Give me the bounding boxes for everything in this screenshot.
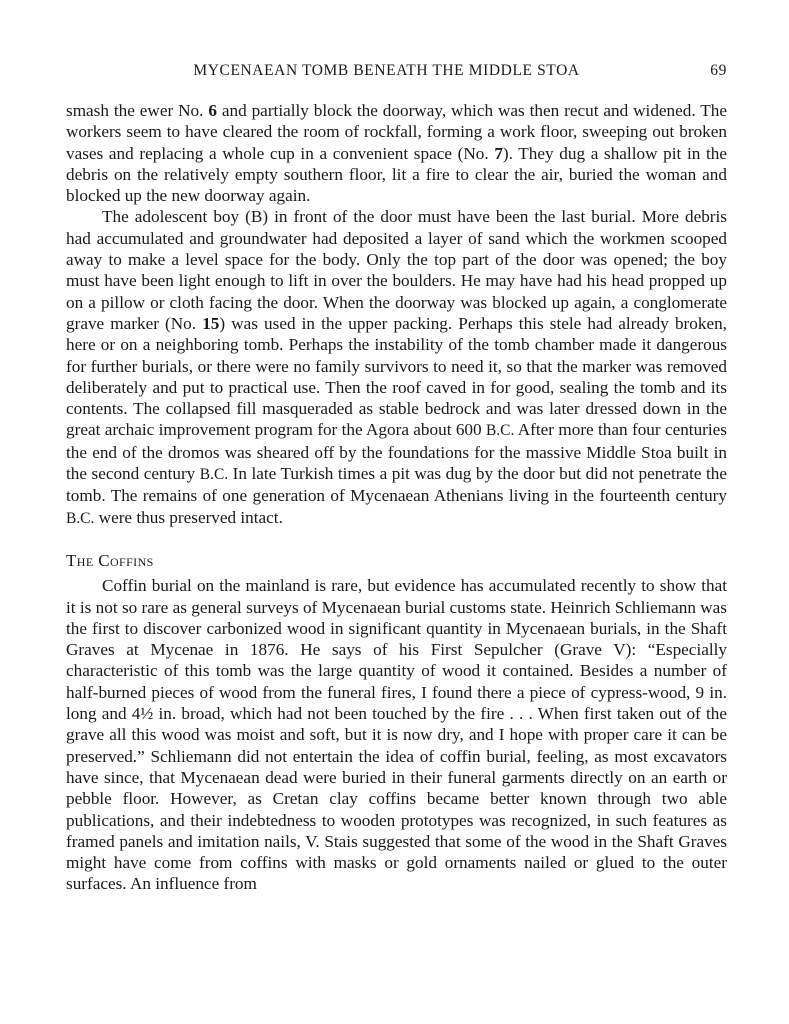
text-run: and partially block the doorway, which was then recut and widened. The workers seem to have cleared the room of rockfall, forming a work floor, sweeping out broken vases and replacing a whole cup in a convenient space (No.: [66, 101, 727, 163]
era-abbreviation: B.C.: [66, 509, 95, 527]
text-run: In late Turkish times a pit was dug by the door but did not penetrate the tomb. The remains of one generation of Mycenaean Athenians living in the fourteenth century: [66, 464, 727, 506]
body-text: [66, 100, 727, 895]
section-heading: The Coffins: [66, 550, 154, 570]
paragraph-coffins: Coffin burial on the mainland is rare, but evidence has accumulated recently to show that it is not so rare as general surveys of Mycenaean burial customs state. Heinrich Schliemann was the first to discover carbonized wood in significant quantity in Mycenaean burials, in the Shaft Graves at Mycenae in 1876. He says of his First Sepulcher (Grave V): “Especially characteristic of this tomb was the large quantity of wood it contained. Besides a number of half-burned pieces of wood from the funeral fires, I found there a piece of cypress-wood, 9 in. long and 4½ in. broad, which had not been touched by the fire . . . When first taken out of the grave all this wood was moist and soft, but it is now dry, and I hope with proper care it can be preserved.” Schliemann did not entertain the idea of coffin burial, feeling, as most excavators have since, that Mycenaean dead were buried in their funeral garments directly on an earth or pebble floor. However, as Cretan clay coffins became better known through two able publications, and their indebtedness to wooden prototypes was recognized, in such features as framed panels and imitation nails, V. Stais suggested that some of the wood in the Shaft Graves might have come from coffins with masks or gold ornaments nailed or glued to the outer surfaces. An influence from: [66, 576, 727, 894]
text-run: ) was used in the upper packing. Perhaps this stele had already broken, here or on a neighboring tomb. Perhaps the instability of the tomb chamber made it dangerous for further burials, or there were no family survivors to need it, so that the marker was removed deliberately and put to practical use. Then the roof caved in for good, sealing the tomb and its contents. The collapsed fill masqueraded as stable bedrock and was later dressed down in the great archaic improvement program for the Agora about 600: [66, 313, 727, 440]
era-abbreviation: B.C.: [199, 466, 229, 484]
era-abbreviation: B.C.: [485, 422, 515, 440]
page: [66, 62, 727, 895]
catalog-number: 6: [208, 101, 217, 120]
running-head: [66, 62, 727, 86]
catalog-number: 15: [202, 313, 220, 333]
text-run: ). They dug a shallow pit in the debris on the relatively empty southern floor, lit a fire to clear the air, buried the woman and blocked up the new doorway again.: [66, 143, 727, 206]
running-title: MYCENAEAN TOMB BENEATH THE MIDDLE STOA: [193, 62, 580, 79]
text-run: The adolescent boy (B) in front of the door must have been the last burial. More debris had accumulated and groundwater had deposited a layer of sand which the workmen scooped away to make a level space for the body. Only the top part of the door was opened; the boy must have been light enough to lift in over the boulders. He may have had his head propped up on a pillow or cloth facing the door. When the doorway was blocked up again, a conglomerate grave marker (No.: [66, 207, 727, 333]
text-run: were thus preserved intact.: [94, 507, 283, 527]
text-run: smash the ewer No.: [66, 101, 209, 120]
paragraph-last-burial: [66, 206, 727, 528]
catalog-number: 7: [494, 143, 503, 163]
text-run: After more than four centuries the end of the dromos was sheared off by the foundations for the massive Middle Stoa built in the second century: [66, 420, 727, 484]
paragraph-continuation: [66, 100, 727, 206]
page-number: 69: [710, 62, 727, 79]
